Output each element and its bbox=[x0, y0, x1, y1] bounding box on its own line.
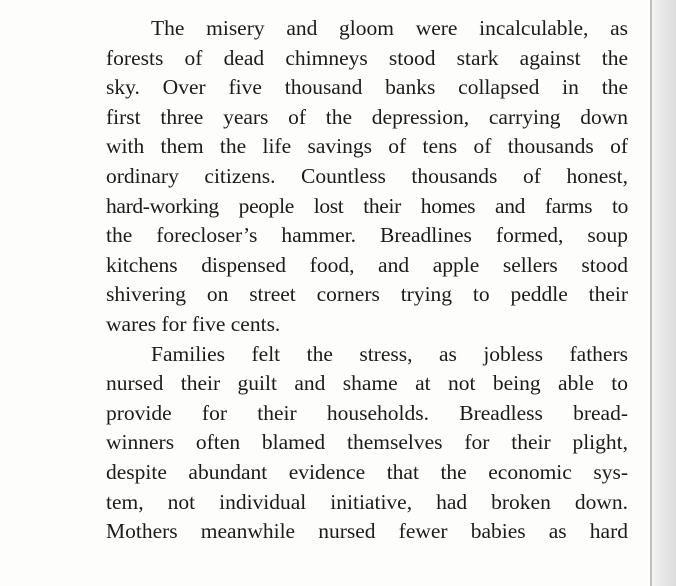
text-line: with them the life savings of tens of thousands of bbox=[106, 134, 628, 159]
text-line: provide for their households. Breadless bread- bbox=[106, 400, 628, 425]
text-line: shivering on street corners trying to peddle their bbox=[106, 282, 628, 307]
text-line: kitchens dispensed food, and apple sellers stood bbox=[106, 252, 628, 277]
text-line: tem, not individual initiative, had broken down. bbox=[106, 489, 628, 514]
text-line: ordinary citizens. Countless thousands of honest, bbox=[106, 163, 628, 188]
text-line: winners often blamed themselves for their plight, bbox=[106, 430, 628, 455]
text-line: despite abundant evidence that the economic sys- bbox=[106, 459, 628, 484]
text-line: Mothers meanwhile nursed fewer babies as hard bbox=[106, 519, 628, 544]
text-line: nursed their guilt and shame at not being able to bbox=[106, 371, 628, 396]
text-line: wares for five cents. bbox=[106, 311, 281, 336]
paragraph-1 bbox=[106, 14, 628, 340]
text-line: forests of dead chimneys stood stark against the bbox=[106, 45, 628, 70]
text-line: sky. Over five thousand banks collapsed in the bbox=[106, 75, 628, 100]
page-edge bbox=[650, 0, 676, 586]
text-line: Families felt the stress, as jobless fathers bbox=[151, 341, 628, 366]
body-text bbox=[106, 14, 628, 547]
text-line: the forecloser’s hammer. Breadlines formed, soup bbox=[106, 223, 628, 248]
paragraph-2 bbox=[106, 340, 628, 547]
text-line: hard-working people lost their homes and farms to bbox=[106, 193, 628, 218]
text-line: The misery and gloom were incalculable, as bbox=[151, 16, 628, 40]
text-line: first three years of the depression, carrying down bbox=[106, 104, 628, 129]
